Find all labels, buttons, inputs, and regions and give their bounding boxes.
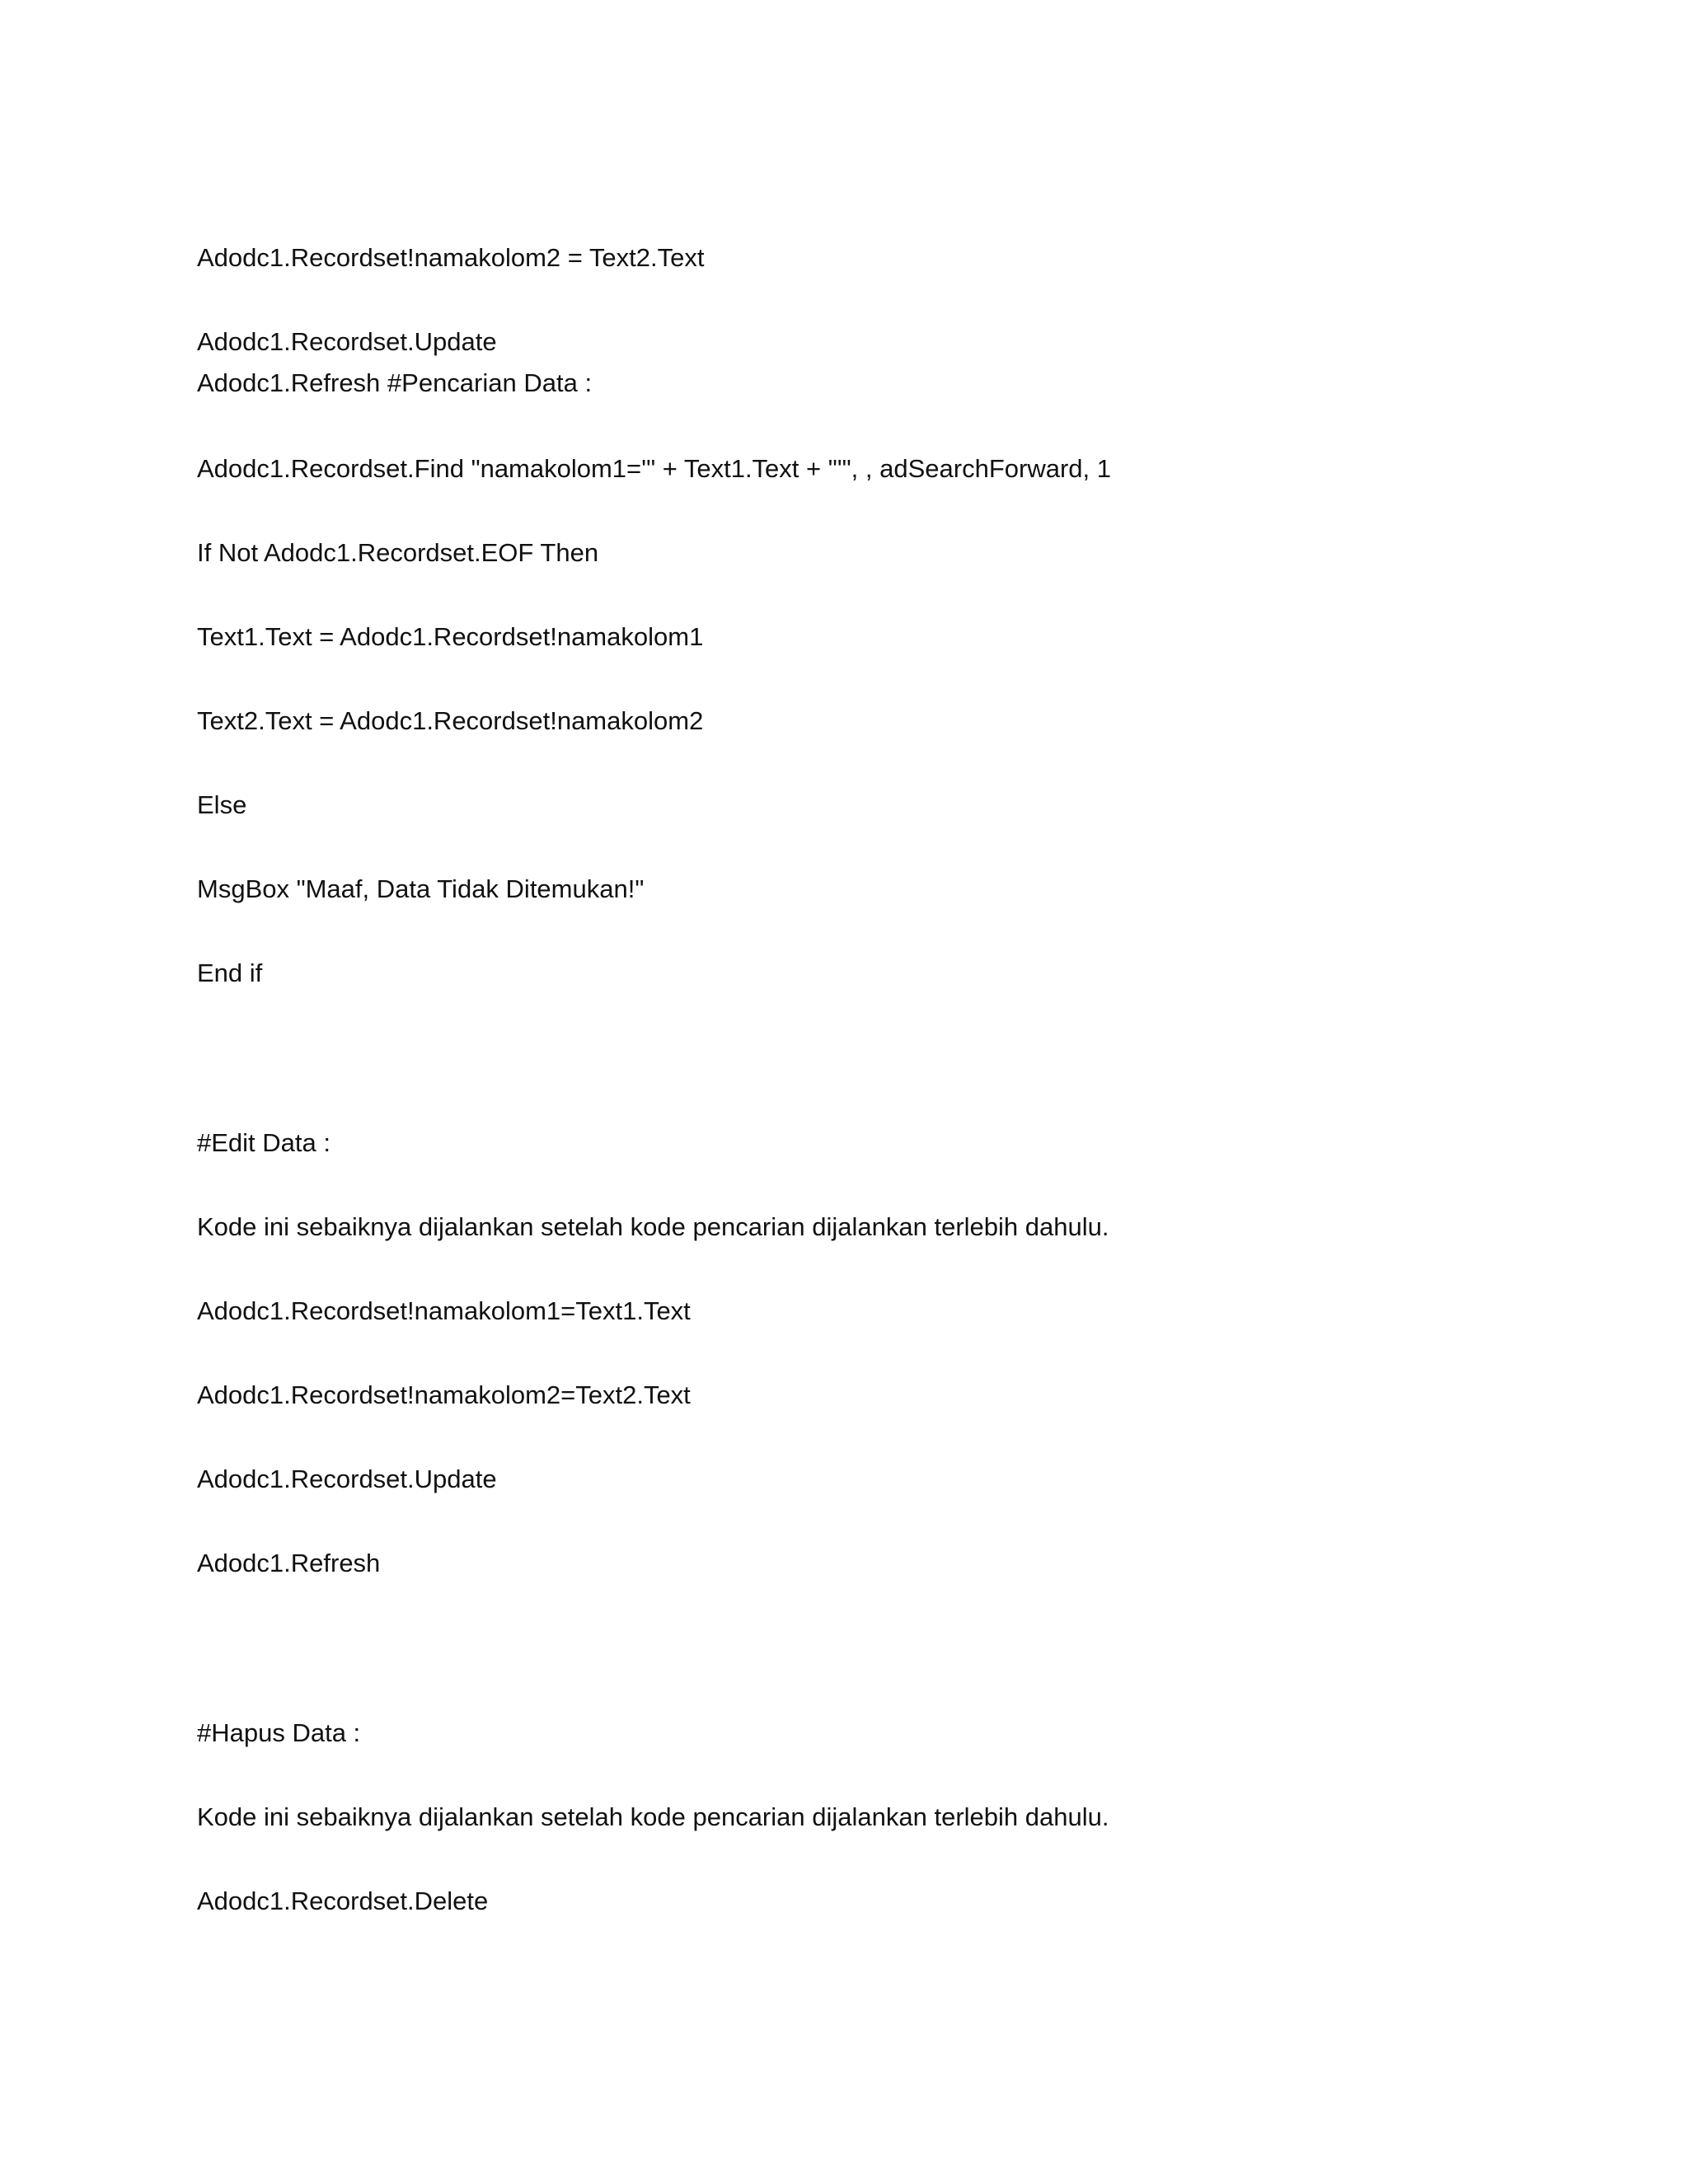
code-line: Adodc1.Recordset.Update — [197, 1465, 497, 1493]
code-line: Text2.Text = Adodc1.Recordset!namakolom2 — [197, 706, 704, 735]
code-line: Adodc1.Recordset!namakolom1=Text1.Text — [197, 1296, 691, 1325]
code-line: MsgBox "Maaf, Data Tidak Ditemukan!" — [197, 874, 645, 903]
code-line: Text1.Text = Adodc1.Recordset!namakolom1 — [197, 622, 704, 651]
section-heading-delete: #Hapus Data : — [197, 1718, 361, 1747]
note-text: Kode ini sebaiknya dijalankan setelah kode pencarian dijalankan terlebih dahulu. — [197, 1212, 1109, 1241]
code-line: Adodc1.Recordset!namakolom2=Text2.Text — [197, 1380, 691, 1409]
code-line: Else — [197, 790, 247, 819]
code-line-with-heading: Adodc1.Refresh #Pencarian Data : — [197, 368, 593, 397]
section-heading-edit: #Edit Data : — [197, 1128, 331, 1157]
code-line: Adodc1.Recordset!namakolom2 = Text2.Text — [197, 243, 705, 272]
code-line: Adodc1.Recordset.Update — [197, 327, 497, 356]
code-line: If Not Adodc1.Recordset.EOF Then — [197, 538, 599, 567]
code-line: Adodc1.Recordset.Find "namakolom1='" + Text1.Text + "'", , adSearchForward, 1 — [197, 454, 1111, 483]
code-line: Adodc1.Recordset.Delete — [197, 1886, 489, 1915]
code-line: End if — [197, 958, 263, 987]
note-text: Kode ini sebaiknya dijalankan setelah kode pencarian dijalankan terlebih dahulu. — [197, 1802, 1109, 1831]
code-line: Adodc1.Refresh — [197, 1549, 381, 1577]
